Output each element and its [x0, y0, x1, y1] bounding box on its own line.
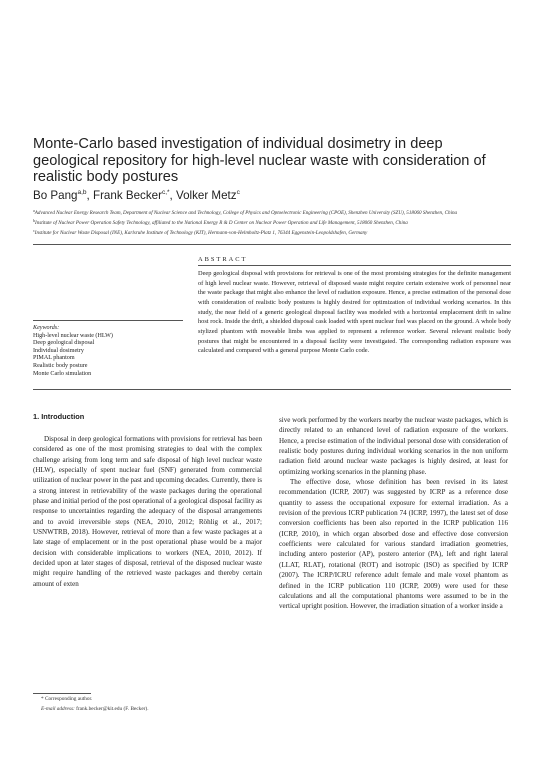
author-affiliation-mark: a,b	[77, 189, 87, 196]
author-affiliation-mark: c	[236, 189, 240, 196]
body-paragraph: sive work performed by the workers nearby the nuclear waste packages, which is directly related to an enhanced level of radiation exposure of the workers. Hence, a precise estimation of the individual personal dose with consideration of realistic body postures during individual working scenarios in the non uniform radiation field around nuclear waste packages is highly desired, at least for optimizing working scenarios in the planning phase.	[279, 416, 508, 476]
affiliation-list	[33, 207, 533, 238]
keyword-item: Deep geological disposal	[33, 340, 95, 347]
header-rule	[33, 244, 511, 245]
affiliation-item: $^b$Institute of Nuclear Power Operation Safety Technology, affiliated to the National Energy R & D Center on Nuclear Power Operation and Life Management, 518060 Shenzhen, China	[33, 218, 408, 227]
affiliation-item: $^c$Institute for Nuclear Waste Disposal (INE), Karlsruhe Institute of Technology (KIT), Hermann-von-Helmholtz-Platz 1, 76344 Eggenstein-Leopoldshafen, Germany	[33, 228, 368, 237]
abstract-heading: ABSTRACT	[198, 256, 248, 263]
email-note	[33, 705, 262, 715]
keyword-item: Individual dosimetry	[33, 347, 84, 354]
body-column-left	[33, 434, 262, 589]
author-affiliation-mark: c,*	[161, 189, 170, 196]
footnote-rule	[33, 693, 91, 694]
paper-title: Monte-Carlo based investigation of individual dosimetry in deep geological repository for high-level nuclear waste with consideration of realistic body postures	[33, 136, 486, 185]
section-heading-introduction: 1. Introduction	[33, 412, 85, 421]
author-name: Bo Pang	[33, 189, 78, 202]
keyword-item: Monte Carlo simulation	[33, 370, 92, 377]
corresponding-author-note: * Corresponding author.	[41, 696, 93, 702]
keyword-item: High-level nuclear waste (HLW)	[33, 332, 113, 339]
body-top-rule	[33, 389, 511, 390]
body-paragraph: Disposal in deep geological formations with provisions for retrieval has been considered as one of the most promising strategies to deal with the complex challenge arising from long term and safe disposal of high level nuclear waste (HLW), especially of spent nuclear fuel (SNF) generated from commercial utilization of nuclear power in the past and upcoming decades. Currently, there is a strong interest in retrievability of the waste packages during the operational phase and initial period of the post operational of a geological disposal facility as response to uncertainties regarding the adequacy of the disposal arrangements and to avoid irreversible steps (NEA, 2010, 2012; Röhlig et al., 2017; USNWTRB, 2018). However, retrieval of more than a few waste packages at a late stage of emplacement or in the post operational phase would be a major decision with considerable implications to workers (NEA, 2010, 2012). If decided upon at later stages of disposal, retrieval of the disposed nuclear waste might require handling of the retrieved waste packages and thereby certain amount of exten	[33, 435, 262, 588]
abstract-text: Deep geological disposal with provisions for retrieval is one of the most promising strategies for the definite management of high level nuclear waste. However, retrieval of disposed waste might require certain extensive work of personnel near the waste package that might also enhance the level of radiation exposure. Hence, a precise estimation of the personal dose with consideration of realistic body postures is highly desired for optimization of individual working scenarios. In this study, the near field of a generic geological disposal facility was modeled with a horizontal emplacement drift in saline host rock. Inside the drift, a shielded disposal cask loaded with spent nuclear fuel was placed on the ground. A whole body stylized phantom with moveable limbs was applied to represent a reference worker. Several relevant realistic body postures that might be encountered in a disposal facility were investigated. The corresponding radiation exposure was calculated and compared with a general purpose Monte Carlo code.	[198, 270, 511, 355]
keywords-block	[33, 325, 183, 378]
keyword-item: PIMAL phantom	[33, 355, 75, 362]
author-name: Volker Metz	[175, 189, 237, 202]
email-label: E-mail address:	[41, 705, 75, 712]
keyword-item: Realistic body posture	[33, 362, 88, 369]
body-column-right	[279, 415, 508, 612]
abstract-heading-rule	[198, 265, 511, 266]
affiliation-item: $^a$Advanced Nuclear Energy Research Team, Department of Nuclear Science and Technology, College of Physics and Optoelectronic Engineering (CPOE), Shenzhen University (SZU), 518060 Shenzhen, China	[33, 208, 458, 216]
body-paragraph: The effective dose, whose definition has been revised in its latest recommendation (ICRP, 2007) was suggested by ICRP as a reference dose quantity to assess the occupational exposure for external irradiation. As a revision of the previous ICRP publication 74 (ICRP, 1997), the latest set of dose conversion coefficients has been also reported in the ICRP publication 116 (ICRP, 2010), in which organ absorbed dose and effective dose conversion coefficients were calculated for various standard irradiation geometries, including antero posterior (AP), postero anterior (PA), left and right lateral (LLAT, RLAT), rotational (ROT) and isotropic (ISO) as specified by ICRP (2007). The ICRP/ICRU reference adult female and male voxel phantom as defined in the ICRP publication 110 (ICRP, 2009) were used for these calculations and all the computational phantoms were assumed to be in the vertical upright position. However, the irradiation situation of a worker inside a	[279, 478, 508, 611]
keywords-rule	[33, 320, 183, 321]
author-name: Frank Becker	[92, 189, 162, 202]
keywords-title: Keywords:	[33, 325, 60, 331]
footnotes	[33, 695, 262, 714]
email-address[interactable]: frank.becker@kit.edu (F. Becker).	[76, 705, 149, 712]
author-list: Bo Pang$^{a,b}$, Frank Becker$^{c,*}$, Volker Metz$^c$	[33, 189, 240, 202]
